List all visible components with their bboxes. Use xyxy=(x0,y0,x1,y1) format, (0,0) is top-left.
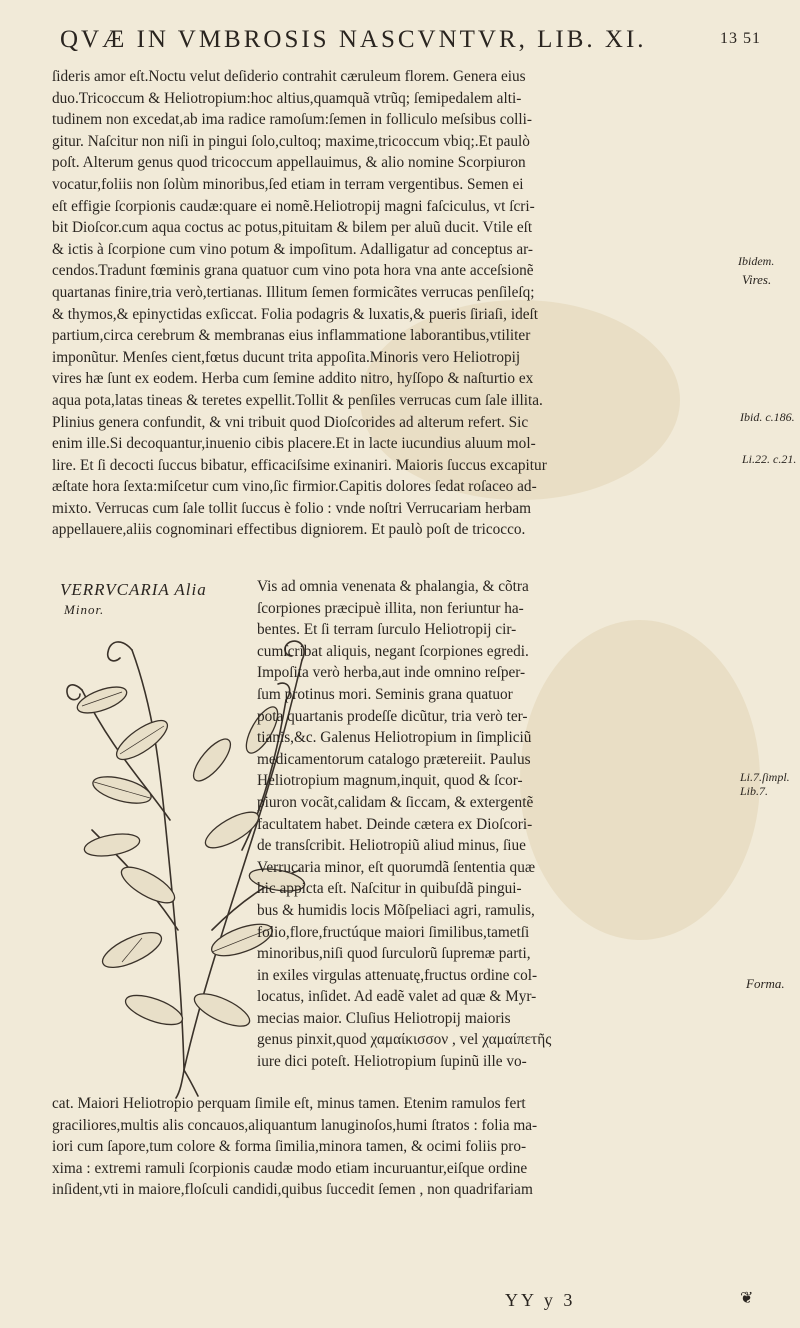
margin-note-forma: Forma. xyxy=(746,976,785,991)
plant-caption xyxy=(60,580,250,620)
margin-note-ibid: Ibid. c.186. xyxy=(740,410,795,424)
text-line: appellauere,aliis cognominari effectibus digniorem. Et paulò poſt de tricocco. xyxy=(52,521,526,539)
text-line: partium,circa cerebrum & membranas eius inflammatione laborantibus,vtiliter xyxy=(52,327,531,345)
text-line: quartanas finire,tria verò,tertianas. Illitum ſemen formicãtes verrucas penſileſq; xyxy=(52,283,535,301)
text-line: eſt effigie ſcorpionis caudæ:quare ei nomẽ.Heliotropij magni faſciculus, vt ſcri- xyxy=(52,197,535,215)
text-line: minoribus,niſi quod ſurculorũ ſupremæ parti, xyxy=(257,945,531,963)
text-line: hic appicta eſt. Naſcitur in quibuſdã pingui- xyxy=(257,880,522,898)
closing-paragraph xyxy=(52,1093,732,1201)
text-line: Vis ad omnia venenata & phalangia, & cõtra xyxy=(257,578,529,595)
text-line: genus pinxit,quod χαμαίκισσον , vel χαμαίπετῆς xyxy=(257,1031,552,1049)
plant-leaf xyxy=(74,682,130,719)
text-line: pota quartanis prodeſſe dicũtur, tria verò ter- xyxy=(257,707,528,725)
text-line: cumſcribat aliquis, negant ſcorpiones egredi. xyxy=(257,642,529,660)
text-line: vires hæ ſunt ex eodem. Herba cum ſemine addito nitro, hyſſopo & naſturtio ex xyxy=(52,370,534,388)
running-header xyxy=(60,26,780,66)
folio-number: 13 51 xyxy=(720,30,761,47)
text-line: mixto. Verrucas cum ſale tollit ſuccus è folio : vnde noſtri Verrucariam herbam xyxy=(52,499,532,517)
text-line: facultatem habet. Deinde cætera ex Dioſcori- xyxy=(257,815,533,833)
text-line: aqua pota,latas tineas & teretes expellit.Tollit & penſiles verrucas cum ſale illita. xyxy=(52,391,543,409)
text-line: iure dici poteſt. Heliotropium ſupinũ ille vo- xyxy=(257,1053,527,1071)
text-line: Heliotropium magnum,inquit, quod & ſcor- xyxy=(257,772,523,790)
text-line: ſideris amor eſt.Noctu velut deſiderio contrahit cæruleum florem. Genera eius xyxy=(52,68,526,85)
plant-name: VERRVCARIA Alia xyxy=(60,580,207,599)
running-title: QVÆ IN VMBROSIS NASCVNTVR, LIB. XI. xyxy=(60,26,647,53)
text-line: poſt. Alterum genus quod tricoccum appellauimus, & alio nomine Scorpiuron xyxy=(52,154,526,172)
signature-line xyxy=(505,1290,745,1311)
text-line: duo.Tricoccum & Heliotropium:hoc altius,quamquã vtrũq; ſemipedalem alti- xyxy=(52,89,522,107)
text-line: enim ille.Si decoquantur,inuenio cibis placere.Et in lacte iucundius aluum mol- xyxy=(52,435,536,453)
margin-note-simpl: Li.7.ſimpl. xyxy=(740,770,790,784)
text-line: tudinem non excedat,ab ima radice ramoſum:ſemen in folliculo meſsibus colli- xyxy=(52,111,533,129)
text-line: bentes. Et ſi terram ſurculo Heliotropij cir- xyxy=(257,621,517,639)
margin-note-lib7: Lib.7. xyxy=(740,784,769,798)
text-line: iori cum ſapore,tum colore & forma ſimilia,minora tamen, & ocimi foliis pro- xyxy=(52,1138,527,1156)
text-line: Plinius genera confundit, & vni tribuit quod Dioſcorides ad alterum refert. Sic xyxy=(52,413,529,431)
margin-note-li22: Li.22. c.21. xyxy=(742,452,797,466)
side-paragraph xyxy=(257,576,727,1073)
text-line: cendos.Tradunt fœminis grana quatuor cum vino pota hora vna ante acceſsionẽ xyxy=(52,262,534,280)
text-line: tianis,&c. Galenus Heliotropium in ſimpliciũ xyxy=(257,729,532,747)
signature-mark: YY y 3 xyxy=(505,1290,576,1310)
text-line: inſident,vti in maiore,floſculi candidi,quibus ſuccedit ſemen , non quadrifariam xyxy=(52,1181,533,1199)
text-line: locatus, inſidet. Ad eadẽ valet ad quæ & Myr- xyxy=(257,988,537,1006)
text-line: Verrucaria minor, eſt quorumdã ſententia quæ xyxy=(257,858,536,876)
text-line: bus & humidis locis Mõſpeliaci agri, ramulis, xyxy=(257,901,535,919)
text-line: xima : extremi ramuli ſcorpionis caudæ modo etiam incuruantur,eiſque ordine xyxy=(52,1159,528,1177)
margin-note-vires: Vires. xyxy=(742,272,772,287)
text-line: folio,flore,fructúque maiori ſimilibus,tametſi xyxy=(257,923,530,941)
text-line: in exiles virgulas attenuatę,fructus ordine col- xyxy=(257,966,538,984)
text-line: & ictis à ſcorpione cum vino potum & impoſitum. Adalligatur ad conceptus ar- xyxy=(52,240,534,258)
text-line: piuron vocãt,calidam & ſiccam, & extergentẽ xyxy=(257,793,534,811)
margin-note-ibidem: Ibidem. xyxy=(738,254,775,268)
text-line: cat. Maiori Heliotropio perquam ſimile eſt, minus tamen. Etenim ramulos fert xyxy=(52,1095,526,1112)
text-line: mecias maior. Cluſius Heliotropij maioris xyxy=(257,1009,511,1027)
text-line: æſtate hora ſexta:miſcetur cum vino,ſic firmior.Capitis dolores ſedat roſaceo ad- xyxy=(52,478,537,496)
plant-subname: Minor. xyxy=(64,602,105,617)
full-width-paragraph xyxy=(52,66,722,541)
text-line: gitur. Naſcitur non niſi in pingui ſolo,cultoq; maxime,tricoccum vbiq;.Et paulò xyxy=(52,132,530,150)
text-line: & thymos,& epinyctidas exſiccat. Folia podagris & luxatis,& pueris ſiriaſi, ideſt xyxy=(52,305,539,323)
text-line: vocatur,foliis non ſolùm minoribus,ſed etiam in terram vergentibus. Semen ei xyxy=(52,175,524,193)
text-line: graciliores,multis alis concauos,aliquantum lanuginoſos,humi ſtratos : folia ma- xyxy=(52,1116,538,1134)
text-line: de transſcribit. Heliotropiũ aliud minus, ſiue xyxy=(257,837,526,855)
text-line: medicamentorum catalogo prætereiit. Paulus xyxy=(257,750,531,768)
fleuron-icon: ❦ xyxy=(740,1290,754,1307)
text-line: lire. Et ſi decocti ſuccus bibatur, efficaciſsime exinaniri. Maioris ſuccus excapitur xyxy=(52,456,547,474)
text-line: Impoſita verò herba,aut inde omnino reſper- xyxy=(257,664,526,682)
text-line: imponũtur. Menſes cient,fœtus ducunt trita appoſita.Minoris vero Heliotropij xyxy=(52,348,521,366)
text-line: ſcorpiones præcipuè illita, non feriuntur ha- xyxy=(257,599,524,617)
text-line: ſum protinus mori. Seminis grana quatuor xyxy=(257,685,513,703)
text-line: bit Dioſcor.cum aqua coctus ac potus,pituitam & bilem per aluũ ducit. Vtile eſt xyxy=(52,219,533,237)
